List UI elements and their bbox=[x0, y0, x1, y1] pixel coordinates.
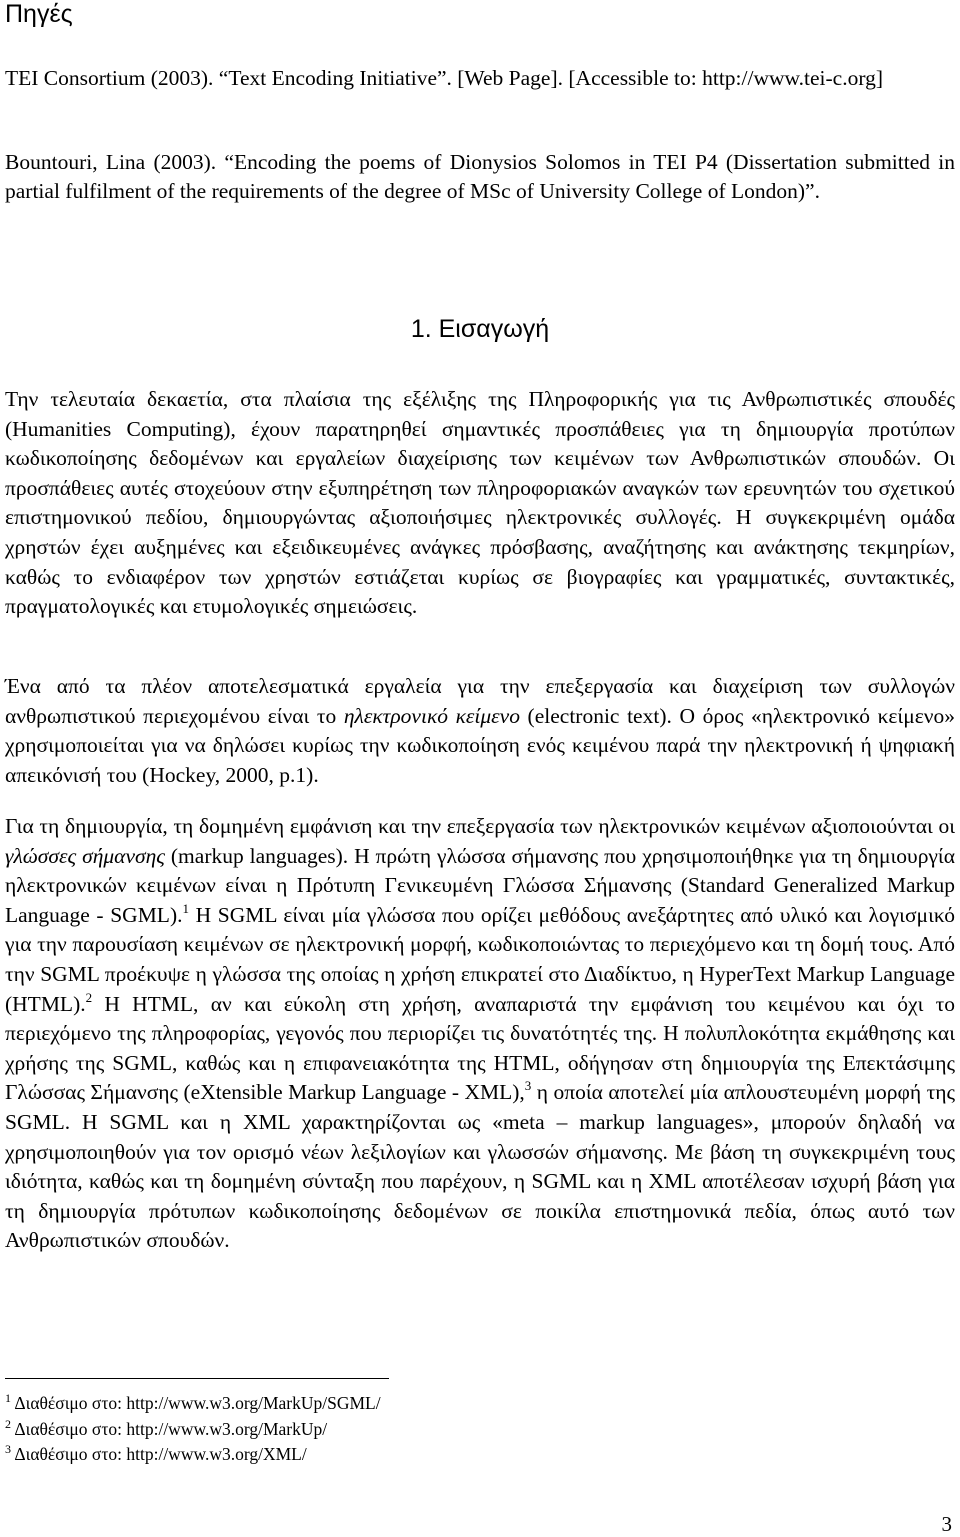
footnote-number: 3 bbox=[5, 1442, 11, 1456]
footnote-text[interactable]: Διαθέσιμο στο: http://www.w3.org/MarkUp/SGML/ bbox=[11, 1393, 381, 1413]
reference-bountouri: Bountouri, Lina (2003). “Encoding the poems of Dionysios Solomos in TEI P4 (Dissertation submitted in partial fulfilment of the requirements of the degree of MSc of University College of London)”. bbox=[5, 150, 955, 203]
footnote-3 bbox=[5, 1443, 307, 1465]
footnote-ref-1[interactable]: 1 bbox=[182, 900, 189, 916]
paragraph-intro-1: Την τελευταία δεκαετία, στα πλαίσια της εξέλιξης της Πληροφορικής για τις Ανθρωπιστικές σπουδές (Humanities Computing), έχουν παρατηρηθεί σημαντικές προσπάθειες για τη δημιουργία προτύπων κωδικοποίησης δεδομένων και εργαλείων διαχείρισης των κειμένων των Ανθρωπιστικών σπουδών. Οι προσπάθειες αυτές στοχεύουν στην εξυπηρέτηση των πληροφοριακών αναγκών των ερευνητών του σχετικού επιστημονικού πεδίου, δημιουργώντας αξιοποιήσιμες ηλεκτρονικές συλλογές. Η συγκεκριμένη ομάδα χρηστών έχει αυξημένες και εξειδικευμένες ανάγκες πρόσβασης, αναζήτησης και ανάκτησης τεκμηρίων, καθώς το ενδιαφέρον των χρηστών εστιάζεται κυρίως σε βιογραφίες και γραμματικές, συντακτικές, πραγματολογικές και ετυμολογικές σημειώσεις. bbox=[5, 387, 955, 619]
footnote-text[interactable]: Διαθέσιμο στο: http://www.w3.org/XML/ bbox=[11, 1444, 307, 1464]
emphasis-electronic-text: ηλεκτρονικό κείμενο bbox=[343, 703, 520, 728]
footnote-2 bbox=[5, 1418, 327, 1440]
page-number: 3 bbox=[941, 1512, 952, 1536]
paragraph-text: (markup languages). Η πρώτη γλώσσα σήμανσης που χρησιμοποιήθηκε για τη δημιουργία ηλεκτρονικών κειμένων είναι η Πρότυπη Γενικευμένη Γλώσσα Σήμανσης (Standard Generalized Markup Language - SGML). bbox=[5, 843, 955, 927]
footnote-ref-3[interactable]: 3 bbox=[524, 1078, 532, 1094]
section-title-introduction: 1. Εισαγωγή bbox=[410, 315, 550, 343]
paragraph-text: Η HTML, αν και εύκολη στη χρήση, αναπαριστά την εμφάνιση του κειμένου και όχι το περιεχόμενο της πληροφορίας, γεγονός που περιορίζει τις δυνατότητές της. Η πολυπλοκότητα εκμάθησης και χρήσης της SGML, καθώς και η επιφανειακότητα της HTML, οδήγησαν στη δημιουργία της Επεκτάσιμης Γλώσσας Σήμανσης (eXtensible Markup Language - XML), bbox=[5, 991, 955, 1105]
footnote-number: 2 bbox=[5, 1417, 11, 1431]
paragraph-intro-2 bbox=[5, 672, 955, 790]
paragraph-text: Η SGML είναι μία γλώσσα που ορίζει μεθόδους ανεξάρτητες από υλικό και λογισμικό για την παρουσίαση κειμένων σε ηλεκτρονική μορφή, κωδικοποιώντας το περιεχόμενο και τη δομή τους. Από την SGML προέκυψε η γλώσσα της οποίας η χρήση επικρατεί στο Διαδίκτυο, η HyperText Markup Language (HTML). bbox=[5, 902, 955, 1016]
emphasis-markup-languages: γλώσσες σήμανσης bbox=[5, 843, 165, 868]
footnote-ref-2[interactable]: 2 bbox=[85, 989, 93, 1005]
footnote-1 bbox=[5, 1392, 381, 1414]
paragraph-text: (electronic text). Ο όρος «ηλεκτρονικό κείμενο» χρησιμοποιείται για να δηλώσει κυρίως την κωδικοποίηση ενός κειμένου παρά την ηλεκτρονική ή ψηφιακή απεικόνισή του (Hockey, 2000, p.1). bbox=[5, 703, 955, 787]
paragraph-text: Για τη δημιουργία, τη δομημένη εμφάνιση και την επεξεργασία των ηλεκτρονικών κειμένων αξιοποιούνται οι bbox=[5, 814, 955, 838]
reference-tei-consortium: TEI Consortium (2003). “Text Encoding Initiative”. [Web Page]. [Accessible to: http://www.tei-c.org] bbox=[5, 66, 884, 90]
paragraph-text: η οποία αποτελεί μία απλουστευμένη μορφή της SGML. Η SGML και η XML χαρακτηρίζονται ως «meta – markup languages», μπορούν δηλαδή να χρησιμοποιηθούν για τον ορισμό νέων λεξιλογίων και γλωσσών σήμανσης. Με βάση τη συγκεκριμένη τους ιδιότητα, καθώς και τη δομημένη σύνταξη που παρέχουν, η SGML και η XML αποτέλεσαν ισχυρή βάση για τη δημιουργία πρότυπων κωδικοποίησης δεδομένων σε ποικίλα επιστημονικά πεδία, όπως αυτό των Ανθρωπιστικών σπουδών. bbox=[5, 1080, 955, 1253]
footnote-number: 1 bbox=[5, 1391, 11, 1405]
paragraph-text: Ένα από τα πλέον αποτελεσματικά εργαλεία για την επεξεργασία και διαχείριση των συλλογών ανθρωπιστικού περιεχομένου είναι το bbox=[5, 674, 955, 728]
footnote-divider bbox=[5, 1378, 389, 1379]
sources-heading: Πηγές bbox=[5, 0, 73, 28]
paragraph-intro-3 bbox=[5, 812, 955, 1256]
footnote-text[interactable]: Διαθέσιμο στο: http://www.w3.org/MarkUp/ bbox=[11, 1419, 328, 1439]
